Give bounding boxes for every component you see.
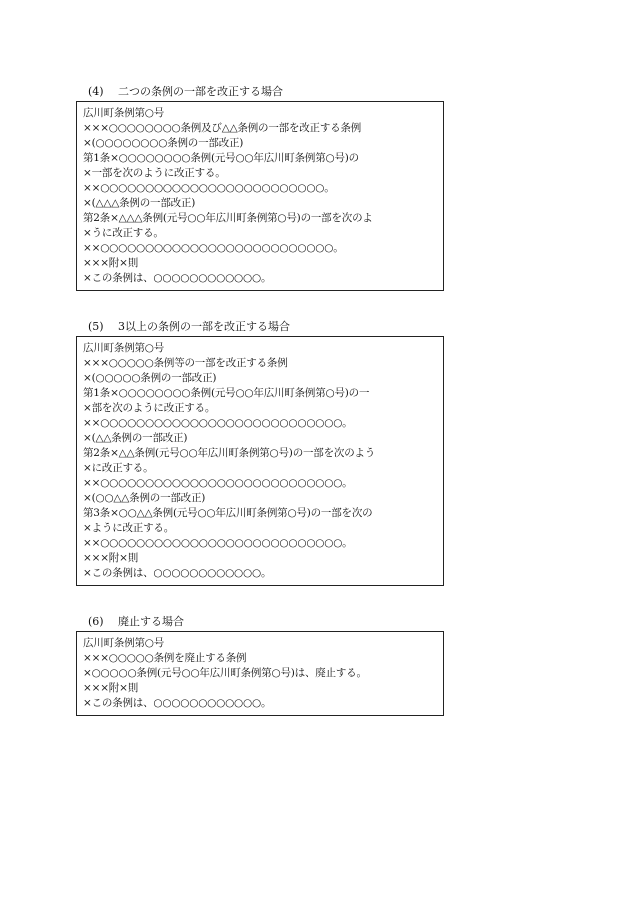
ordinance-template-box: [76, 631, 444, 716]
section-repeal: [76, 615, 444, 716]
template-line: ×××○○○○○条例を廃止する条例: [83, 652, 247, 664]
section-heading: [76, 320, 444, 334]
template-line: ×××附×則: [83, 257, 138, 269]
template-line: ×ように改正する。: [83, 522, 174, 534]
template-line: ×(○○○○○○○○条例の一部改正): [83, 137, 244, 149]
template-line: ×一部を次のように改正する。: [83, 167, 226, 179]
template-line: ××○○○○○○○○○○○○○○○○○○○○○○○○○○○。: [83, 537, 353, 549]
section-number: (6): [88, 615, 104, 628]
template-line: ×××○○○○○条例等の一部を改正する条例: [83, 357, 288, 369]
template-line: ×うに改正する。: [83, 227, 164, 239]
template-line: ×○○○○○条例(元号○○年広川町条例第○号)は、廃止する。: [83, 667, 367, 679]
template-line: 広川町条例第○号: [83, 107, 165, 119]
template-line: 第1条×○○○○○○○○条例(元号○○年広川町条例第○号)の一: [83, 387, 370, 399]
ordinance-template-box: [76, 336, 444, 586]
section-two-ordinances: [76, 85, 444, 291]
template-line: ×××○○○○○○○○条例及び△△条例の一部を改正する条例: [83, 122, 362, 134]
section-number: (5): [88, 320, 104, 333]
template-line: ×××附×則: [83, 552, 138, 564]
ordinance-template-box: [76, 101, 444, 291]
template-line: ××○○○○○○○○○○○○○○○○○○○○○○○○○○○。: [83, 477, 353, 489]
section-number: (4): [88, 85, 104, 98]
template-line: ×この条例は、○○○○○○○○○○○○。: [83, 567, 272, 579]
template-line: ×部を次のように改正する。: [83, 402, 216, 414]
template-line: ××○○○○○○○○○○○○○○○○○○○○○○○○○○○。: [83, 417, 353, 429]
template-line: ×(○○○○○条例の一部改正): [83, 372, 217, 384]
template-line: ×この条例は、○○○○○○○○○○○○。: [83, 697, 272, 709]
section-heading: [76, 85, 444, 99]
template-line: ××○○○○○○○○○○○○○○○○○○○○○○○○○。: [83, 182, 335, 194]
section-title: 3以上の条例の一部を改正する場合: [118, 320, 290, 333]
template-line: ×この条例は、○○○○○○○○○○○○。: [83, 272, 272, 284]
template-line: ×××附×則: [83, 682, 138, 694]
section-title: 二つの条例の一部を改正する場合: [118, 85, 283, 98]
section-title: 廃止する場合: [118, 615, 184, 628]
template-line: 第2条×△△条例(元号○○年広川町条例第○号)の一部を次のよう: [83, 447, 376, 459]
template-line: ×(△△条例の一部改正): [83, 432, 188, 444]
template-line: ×(○○△△条例の一部改正): [83, 492, 206, 504]
section-heading: [76, 615, 444, 629]
template-line: 広川町条例第○号: [83, 342, 165, 354]
template-line: 第2条×△△△条例(元号○○年広川町条例第○号)の一部を次のよ: [83, 212, 373, 224]
template-line: ××○○○○○○○○○○○○○○○○○○○○○○○○○○。: [83, 242, 344, 254]
template-line: ×(△△△条例の一部改正): [83, 197, 196, 209]
template-line: 第1条×○○○○○○○○条例(元号○○年広川町条例第○号)の: [83, 152, 359, 164]
template-line: 第3条×○○△△条例(元号○○年広川町条例第○号)の一部を次の: [83, 507, 373, 519]
template-line: ×に改正する。: [83, 462, 154, 474]
section-three-or-more-ordinances: [76, 320, 444, 586]
template-line: 広川町条例第○号: [83, 637, 165, 649]
